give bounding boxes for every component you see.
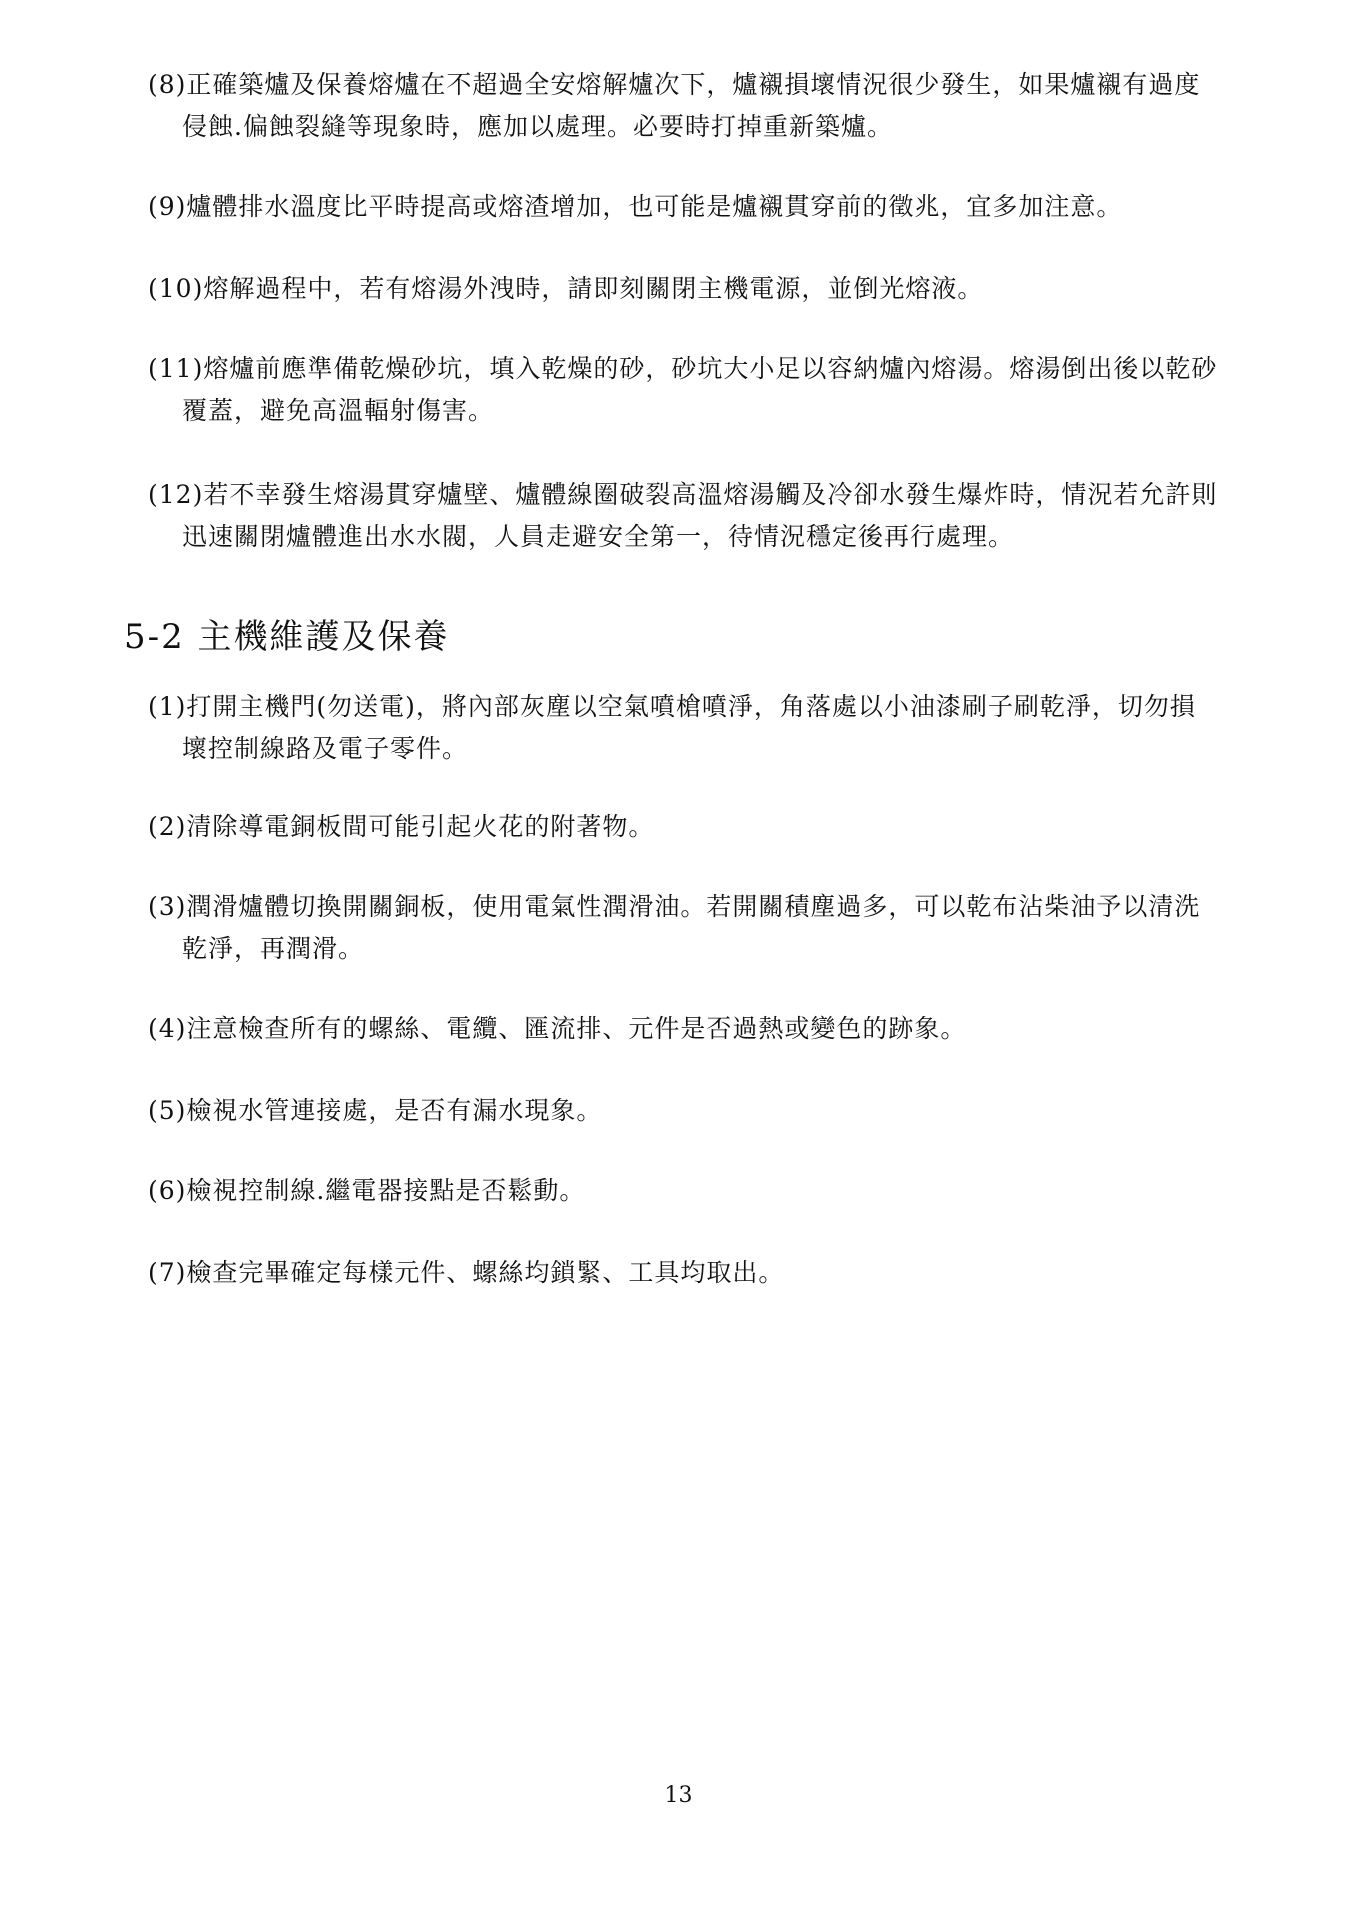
page-number: 13 <box>664 1783 693 1808</box>
section-heading: 5-2 主機維護及保養 <box>124 617 450 657</box>
item-12-line1: (12)若不幸發生熔湯貫穿爐壁、爐體線圈破裂高溫熔湯觸及冷卻水發生爆炸時，情況若允許則 <box>148 480 1218 509</box>
maint-item-4-line1: (4)注意檢查所有的螺絲、電纜、匯流排、元件是否過熱或變色的跡象。 <box>148 1014 967 1043</box>
maint-item-5-line1: (5)檢視水管連接處，是否有漏水現象。 <box>148 1096 603 1125</box>
maint-item-7 <box>148 1252 1268 1294</box>
item-10-line1: (10)熔解過程中，若有熔湯外洩時，請即刻關閉主機電源，並倒光熔液。 <box>148 274 984 303</box>
item-12 <box>148 474 1268 558</box>
maint-item-5 <box>148 1090 1268 1132</box>
item-11-line2: 覆蓋，避免高溫輻射傷害。 <box>182 396 495 425</box>
maint-item-1-line2: 壞控制線路及電子零件。 <box>182 734 469 763</box>
maint-item-1 <box>148 686 1268 770</box>
item-9 <box>148 186 1268 228</box>
item-11-line1: (11)熔爐前應準備乾燥砂坑，填入乾燥的砂，砂坑大小足以容納爐內熔湯。熔湯倒出後以乾砂 <box>148 354 1218 383</box>
maint-item-6 <box>148 1170 1268 1212</box>
maint-item-1-line1: (1)打開主機門(勿送電)，將內部灰塵以空氣噴槍噴淨，角落處以小油漆刷子刷乾淨，切勿損 <box>148 692 1196 721</box>
maint-item-6-line1: (6)檢視控制線.繼電器接點是否鬆動。 <box>148 1176 586 1205</box>
maint-item-2-line1: (2)清除導電銅板間可能引起火花的附著物。 <box>148 812 655 841</box>
item-12-line2: 迅速關閉爐體進出水水閥，人員走避安全第一，待情況穩定後再行處理。 <box>182 522 1015 551</box>
maint-item-3-line2: 乾淨，再潤滑。 <box>182 934 365 963</box>
item-8 <box>148 64 1268 148</box>
maint-item-3-line1: (3)潤滑爐體切換開關銅板，使用電氣性潤滑油。若開關積塵過多，可以乾布沾柴油予以清洗 <box>148 892 1201 921</box>
item-8-line2: 侵蝕.偏蝕裂縫等現象時，應加以處理。必要時打掉重新築爐。 <box>182 112 893 141</box>
item-11 <box>148 348 1268 432</box>
item-9-line1: (9)爐體排水溫度比平時提高或熔渣增加，也可能是爐襯貫穿前的徵兆，宜多加注意。 <box>148 192 1123 221</box>
maint-item-7-line1: (7)檢查完畢確定每樣元件、螺絲均鎖緊、工具均取出。 <box>148 1258 785 1287</box>
maint-item-4 <box>148 1008 1268 1050</box>
maint-item-3 <box>148 886 1268 970</box>
item-10 <box>148 268 1268 310</box>
item-8-line1: (8)正確築爐及保養熔爐在不超過全安熔解爐次下，爐襯損壞情況很少發生，如果爐襯有過度 <box>148 70 1201 99</box>
maint-item-2 <box>148 806 1268 848</box>
